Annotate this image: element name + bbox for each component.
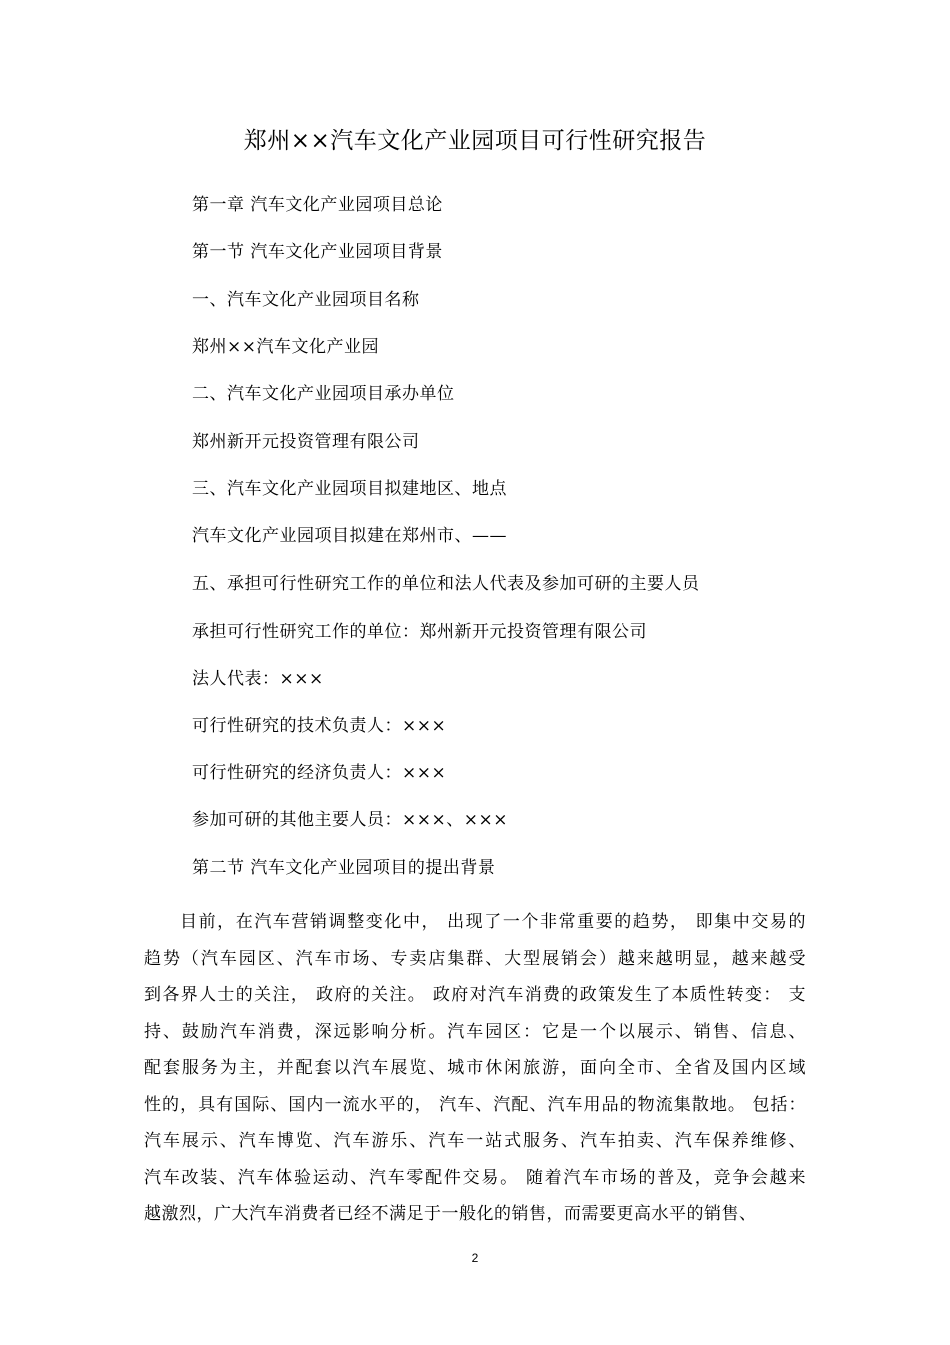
paragraph-line: 汽车展示、汽车博览、汽车游乐、汽车一站式服务、汽车拍卖、汽车保养维修、 <box>144 1131 806 1151</box>
paragraph-line: 目前，在汽车营销调整变化中， 出现了一个非常重要的趋势， 即集中交易的 <box>180 912 806 932</box>
other-personnel: 参加可研的其他主要人员：×××、××× <box>192 810 508 830</box>
item-heading-organizer: 二、汽车文化产业园项目承办单位 <box>192 384 455 404</box>
document-title: 郑州××汽车文化产业园项目可行性研究报告 <box>243 128 707 154</box>
paragraph-line: 配套服务为主，并配套以汽车展览、城市休闲旅游，面向全市、全省及国内区域 <box>144 1058 806 1078</box>
item-heading-research-unit: 五、承担可行性研究工作的单位和法人代表及参加可研的主要人员 <box>192 574 700 594</box>
page-number: 2 <box>471 1251 479 1265</box>
legal-representative: 法人代表：××× <box>192 669 324 689</box>
paragraph-line: 汽车改装、汽车体验运动、汽车零配件交易。 随着汽车市场的普及，竞争会越来 <box>144 1167 806 1188</box>
economic-lead: 可行性研究的经济负责人：××× <box>192 763 447 783</box>
paragraph-line: 趋势（汽车园区、汽车市场、专卖店集群、大型展销会）越来越明显，越来越受 <box>144 948 806 969</box>
paragraph-line: 越激烈，广大汽车消费者已经不满足于一般化的销售，而需要更高水平的销售、 <box>144 1204 757 1224</box>
item-heading-name: 一、汽车文化产业园项目名称 <box>192 290 420 310</box>
location-text: 汽车文化产业园项目拟建在郑州市、—— <box>192 526 507 546</box>
chapter-heading: 第一章 汽车文化产业园项目总论 <box>192 195 443 215</box>
section-heading: 第一节 汽车文化产业园项目背景 <box>192 242 443 262</box>
technical-lead: 可行性研究的技术负责人：××× <box>192 716 447 736</box>
research-unit-text: 承担可行性研究工作的单位：郑州新开元投资管理有限公司 <box>192 622 647 642</box>
paragraph-line: 性的，具有国际、国内一流水平的， 汽车、汽配、汽车用品的物流集散地。 包括： <box>144 1094 806 1115</box>
item-heading-location: 三、汽车文化产业园项目拟建地区、地点 <box>192 479 507 499</box>
organizer-name: 郑州新开元投资管理有限公司 <box>192 432 420 452</box>
body-paragraph <box>144 904 806 1233</box>
project-name: 郑州××汽车文化产业园 <box>192 337 379 357</box>
paragraph-line: 到各界人士的关注， 政府的关注。 政府对汽车消费的政策发生了本质性转变： 支 <box>144 985 806 1005</box>
paragraph-line: 持、鼓励汽车消费，深远影响分析。汽车园区：它是一个以展示、销售、信息、 <box>144 1021 806 1042</box>
section-heading-2: 第二节 汽车文化产业园项目的提出背景 <box>192 858 496 878</box>
